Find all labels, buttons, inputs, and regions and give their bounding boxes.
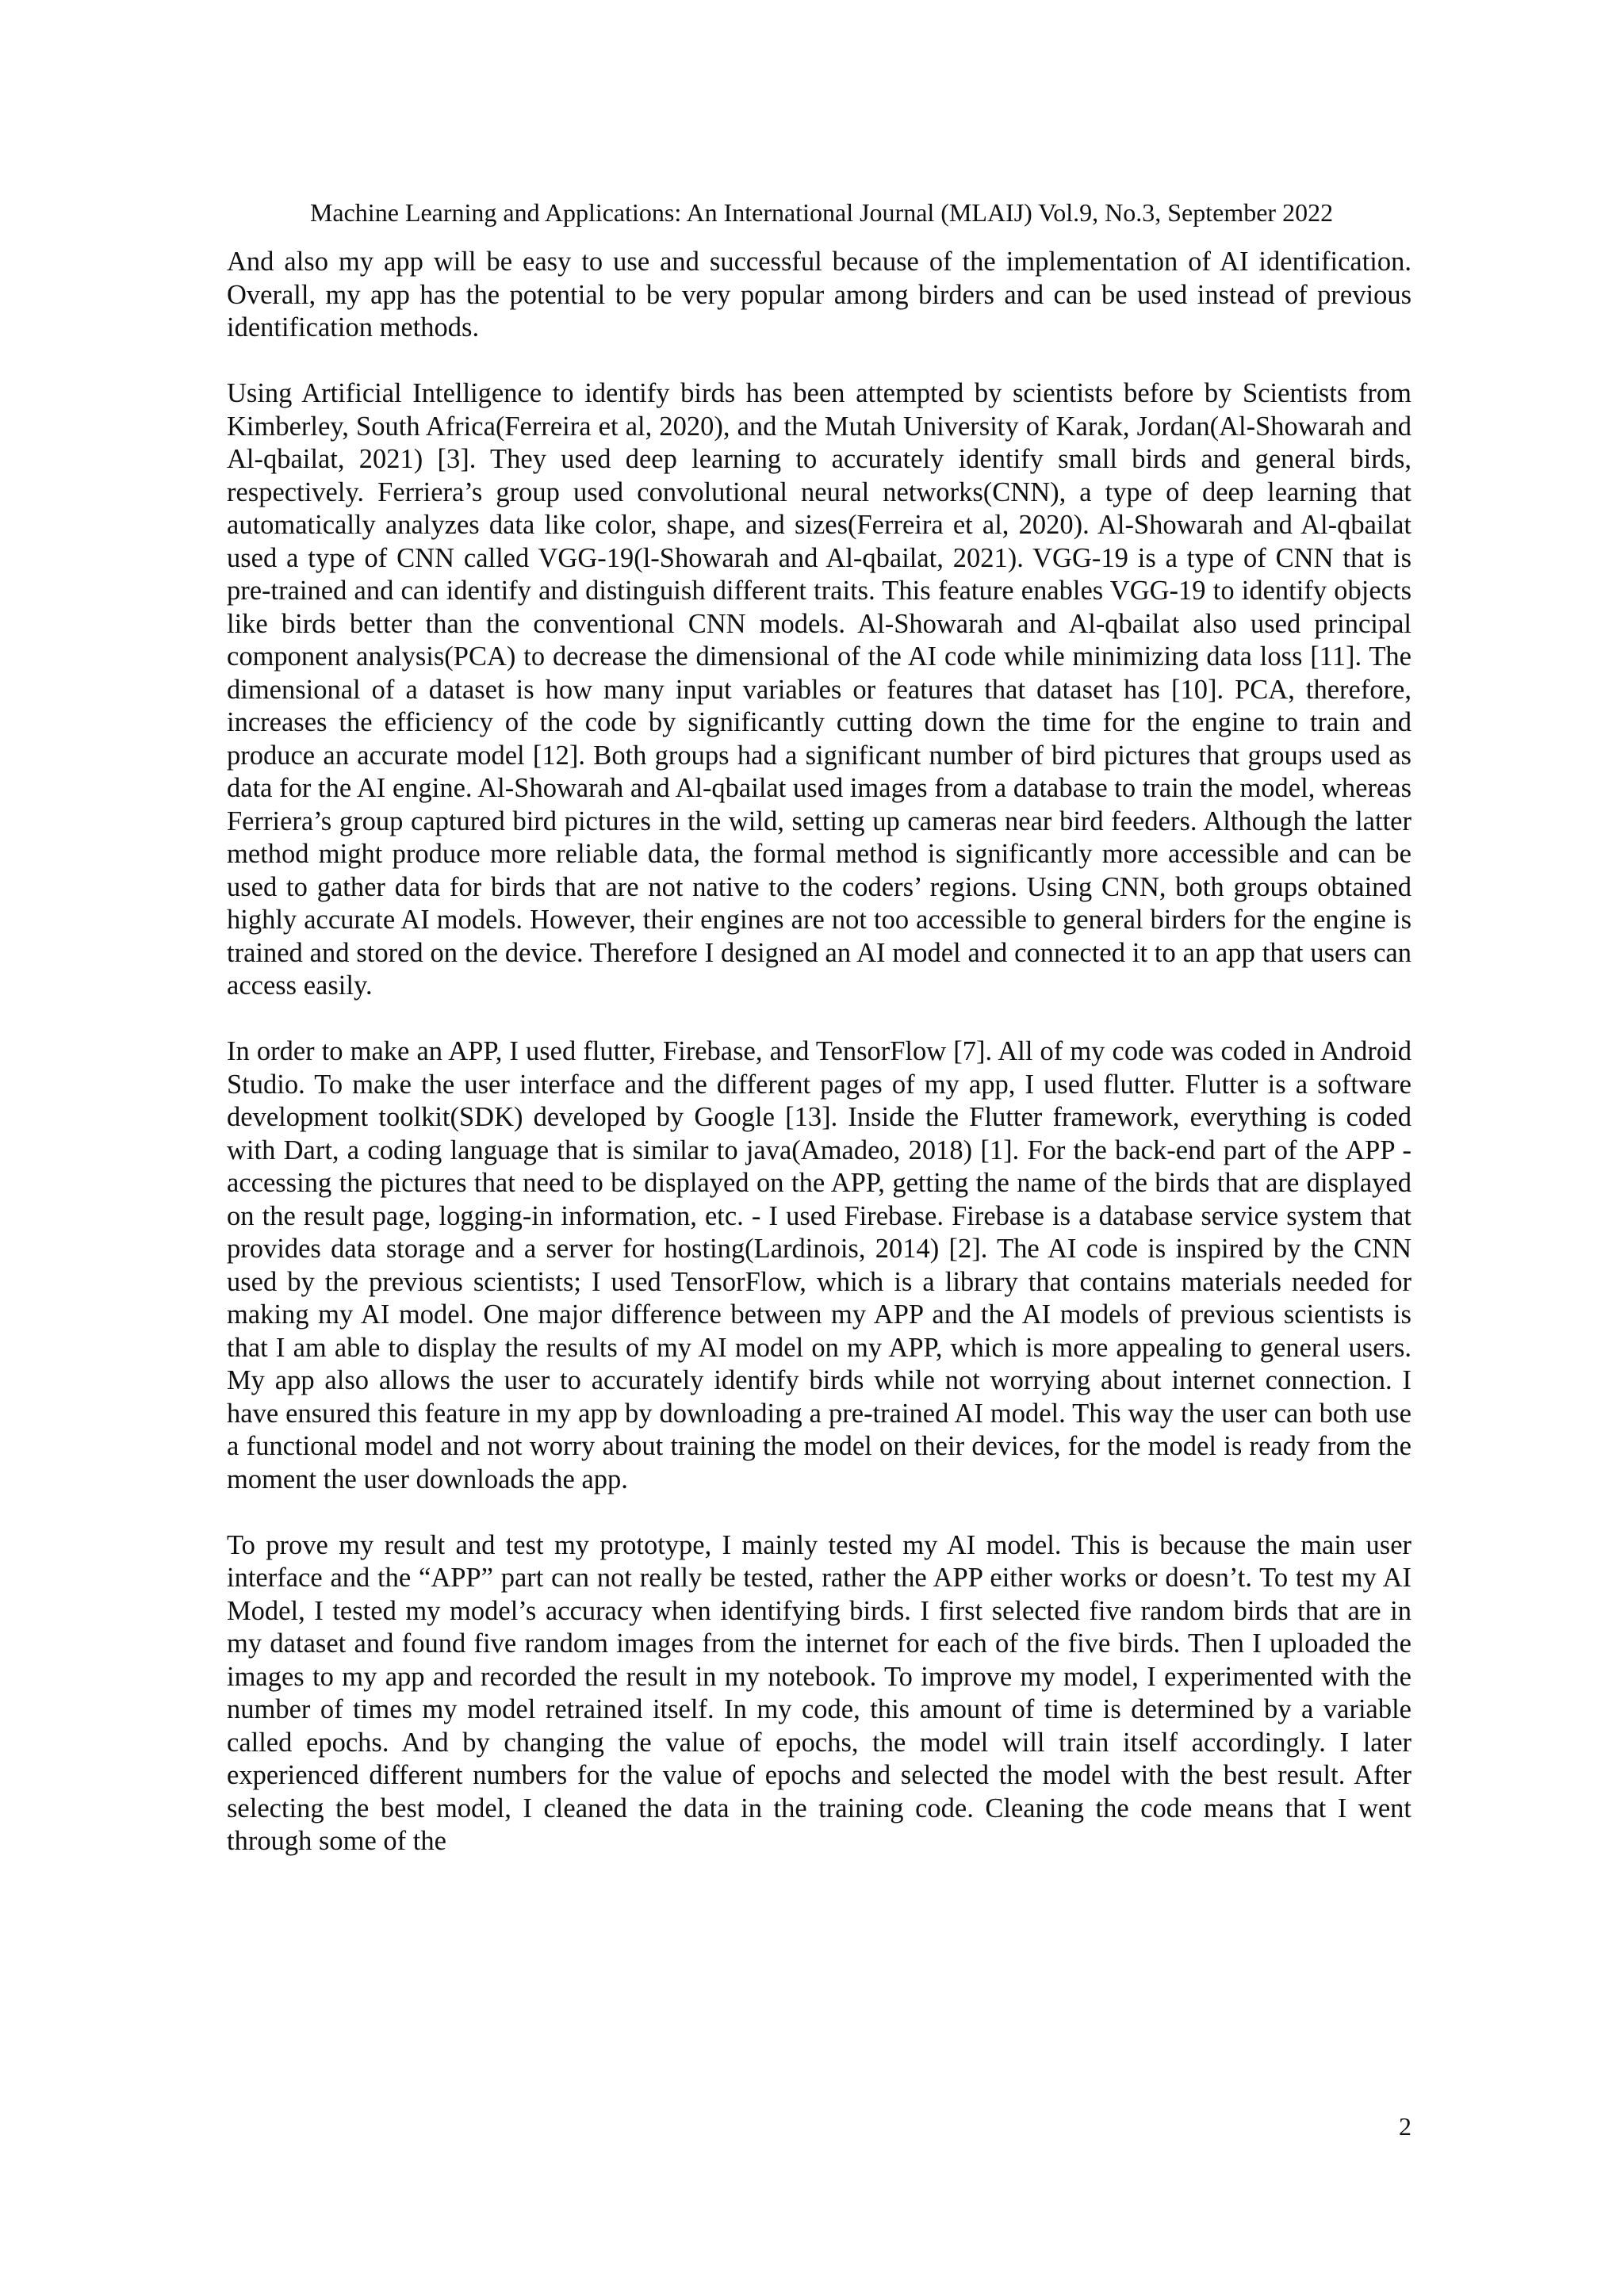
paragraph-related-work: Using Artificial Intelligence to identify birds has been attempted by scientists before by Scientists from Kimberley, South Africa(Ferreira et al, 2020), and the Mutah University of Karak, Jordan(Al-Showarah and Al-qbailat, 2021) [3]. They used deep learning to accurately identify small birds and general birds, respectively. Ferriera’s group used convolutional neural networks(CNN), a type of deep learning that automatically analyzes data like color, shape, and sizes(Ferreira et al, 2020). Al-Showarah and Al-qbailat used a type of CNN called VGG-19(l-Showarah and Al-qbailat, 2021). VGG-19 is a type of CNN that is pre-trained and can identify and distinguish different traits. This feature enables VGG-19 to identify objects like birds better than the conventional CNN models. Al-Showarah and Al-qbailat also used principal component analysis(PCA) to decrease the dimensional of the AI code while minimizing data loss [11]. The dimensional of a dataset is how many input variables or features that dataset has [10]. PCA, therefore, increases the efficiency of the code by significantly cutting down the time for the engine to train and produce an accurate model [12]. Both groups had a significant number of bird pictures that groups used as data for the AI engine. Al-Showarah and Al-qbailat used images from a database to train the model, whereas Ferriera’s group captured bird pictures in the wild, setting up cameras near bird feeders. Although the latter method might produce more reliable data, the formal method is significantly more accessible and can be used to gather data for birds that are not native to the coders’ regions. Using CNN, both groups obtained highly accurate AI models. However, their engines are not too accessible to general birders for the engine is trained and stored on the device. Therefore I designed an AI model and connected it to an app that users can access easily. — [227, 378, 1411, 1001]
paragraph-app-implementation: In order to make an APP, I used flutter, Firebase, and TensorFlow [7]. All of my code was coded in Android Studio. To make the user interface and the different pages of my app, I used flutter. Flutter is a software development toolkit(SDK) developed by Google [13]. Inside the Flutter framework, everything is coded with Dart, a coding language that is similar to java(Amadeo, 2018) [1]. For the back-end part of the APP - accessing the pictures that need to be displayed on the APP, getting the name of the birds that are displayed on the result page, logging-in information, etc. - I used Firebase. Firebase is a database service system that provides data storage and a server for hosting(Lardinois, 2014) [2]. The AI code is inspired by the CNN used by the previous scientists; I used TensorFlow, which is a library that contains materials needed for making my AI model. One major difference between my APP and the AI models of previous scientists is that I am able to display the results of my AI model on my APP, which is more appealing to general users. My app also allows the user to accurately identify birds while not worrying about internet connection. I have ensured this feature in my app by downloading a pre-trained AI model. This way the user can both use a functional model and not worry about training the model on their devices, for the model is ready from the moment the user downloads the app. — [227, 1036, 1411, 1494]
paragraph-testing: To prove my result and test my prototype, I mainly tested my AI model. This is because the main user interface and the “APP” part can not really be tested, rather the APP either works or doesn’t. To test my AI Model, I tested my model’s accuracy when identifying birds. I first selected five random birds that are in my dataset and found five random images from the internet for each of the five birds. Then I uploaded the images to my app and recorded the result in my notebook. To improve my model, I experimented with the number of times my model retrained itself. In my code, this amount of time is determined by a variable called epochs. And by changing the value of epochs, the model will train itself accordingly. I later experienced different numbers for the value of epochs and selected the model with the best result. After selecting the best model, I cleaned the data in the training code. Cleaning the code means that I went through some of the — [227, 1529, 1411, 1856]
body-text — [227, 246, 1411, 1858]
page-number: 2 — [1399, 2112, 1411, 2141]
paragraph-intro-conclusion: And also my app will be easy to use and successful because of the implementation of AI identification. Overall, my app has the potential to be very popular among birders and can be used instead of previous identification methods. — [227, 247, 1411, 342]
running-header: Machine Learning and Applications: An International Journal (MLAIJ) Vol.9, No.3, September 2022 — [309, 198, 1334, 227]
